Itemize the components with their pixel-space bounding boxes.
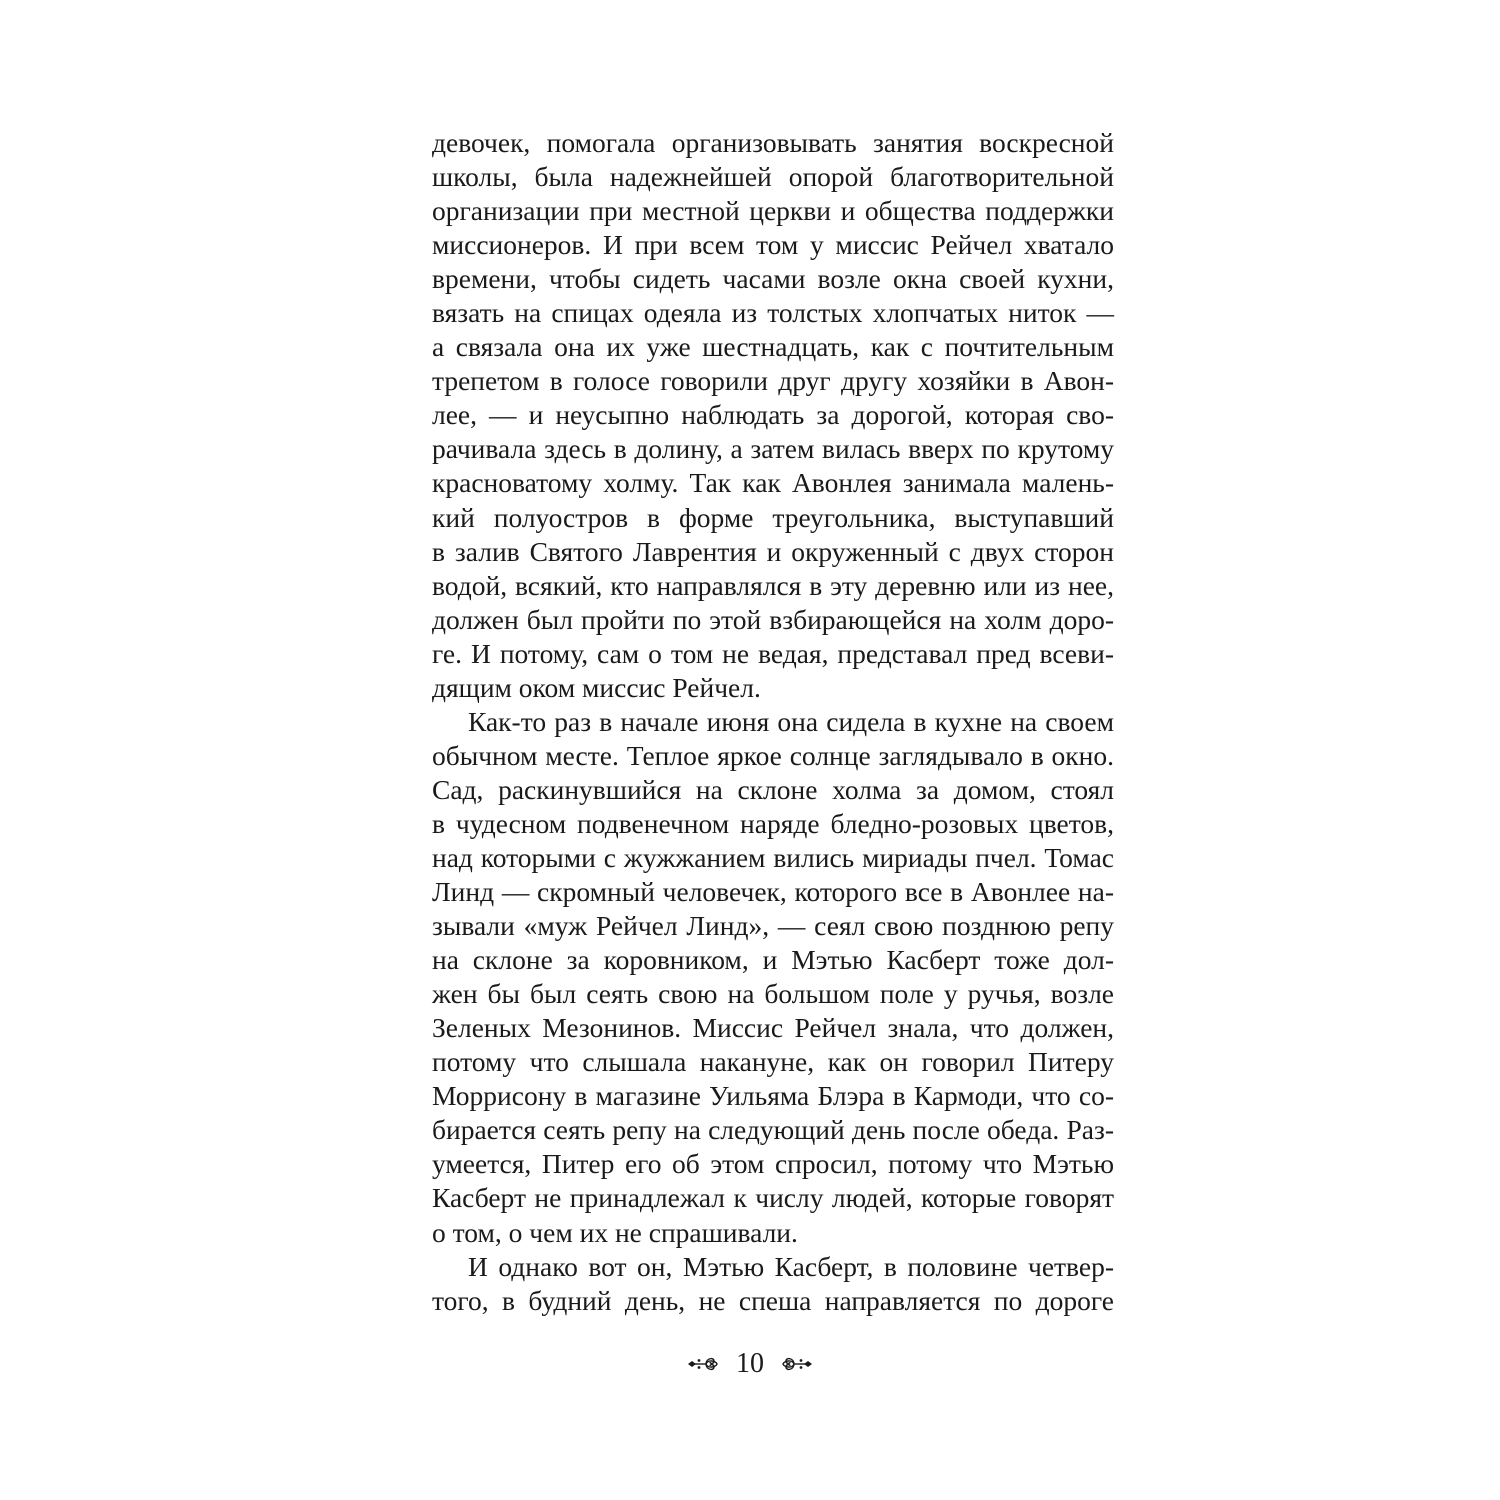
text-line: красноватому холму. Так как Авонлея занимала малень- [432,467,1114,499]
text-line: в чудесном подвенечном наряде бледно-розовых цветов, [432,807,1114,839]
text-line: времени, чтобы сидеть часами возле окна своей кухни, [432,263,1114,295]
page-footer [0,1346,1500,1382]
text-line: ге. И потому, сам о том не ведая, представал пред всеви- [432,637,1114,669]
text-line: девочек, помогала организовывать занятия воскресной [432,127,1114,158]
page-body [432,126,1114,1318]
text-line: а связала она их уже шестнадцать, как с почтительным [432,331,1114,363]
text-line: Зеленых Мезонинов. Миссис Рейчел знала, что должен, [432,1012,1114,1044]
text-line: на склоне за коровником, и Мэтью Касберт тоже дол- [432,944,1114,976]
text-line: организации при местной церкви и общества поддержки [432,195,1114,227]
text-line: обычном месте. Теплое яркое солнце заглядывало в окно. [432,739,1114,771]
text-line: над которыми с жужжанием вились мириады пчел. Томас [432,841,1114,873]
text-line: того, в будний день, не спеша направляется по дороге [432,1284,1114,1316]
text-line: Касберт не принадлежал к числу людей, которые говорят [432,1182,1114,1214]
text-line: Моррисону в магазине Уильяма Блэра в Кармоди, что со- [432,1080,1114,1112]
text-line: дящим оком миссис Рейчел. [432,671,761,703]
text-line: бирается сеять репу на следующий день после обеда. Раз- [432,1114,1114,1146]
text-line: о том, о чем их не спрашивали. [432,1216,798,1248]
text-line: Линд — скромный человечек, которого все в Авонлее на- [432,876,1114,908]
text-line: рачивала здесь в долину, а затем вилась вверх по крутому [432,433,1114,465]
text-line: вязать на спицах одеяла из толстых хлопчатых ниток — [432,297,1114,329]
text-line: Как-то раз в начале июня она сидела в кухне на своем [468,705,1114,737]
text-line: лее, — и неусыпно наблюдать за дорогой, которая сво- [432,399,1114,431]
page-number: 10 [736,1348,764,1379]
text-line: в залив Святого Лаврентия и окруженный с двух сторон [432,535,1114,567]
text-line: И однако вот он, Мэтью Касберт, в половине четвер- [468,1250,1114,1282]
text-line: должен был пройти по этой взбирающейся на холм доро- [432,603,1114,635]
text-line: водой, всякий, кто направлялся в эту деревню или из нее, [432,569,1114,601]
text-line: жен бы был сеять свою на большом поле у ручья, возле [432,978,1114,1010]
fleuron-left-icon [686,1351,720,1377]
text-line: Сад, раскинувшийся на склоне холма за домом, стоял [432,773,1114,805]
fleuron-right-icon [780,1351,814,1377]
text-line: трепетом в голосе говорили друг другу хозяйки в Авон- [432,365,1114,397]
text-line: школы, была надежнейшей опорой благотворительной [432,161,1114,193]
text-line: кий полуостров в форме треугольника, выступавший [432,501,1114,533]
text-line: миссионеров. И при всем том у миссис Рейчел хватало [432,229,1114,261]
text-line: умеется, Питер его об этом спросил, потому что Мэтью [432,1148,1114,1180]
text-line: потому что слышала накануне, как он говорил Питеру [432,1046,1114,1078]
text-line: зывали «муж Рейчел Линд», — сеял свою позднюю репу [432,910,1114,942]
